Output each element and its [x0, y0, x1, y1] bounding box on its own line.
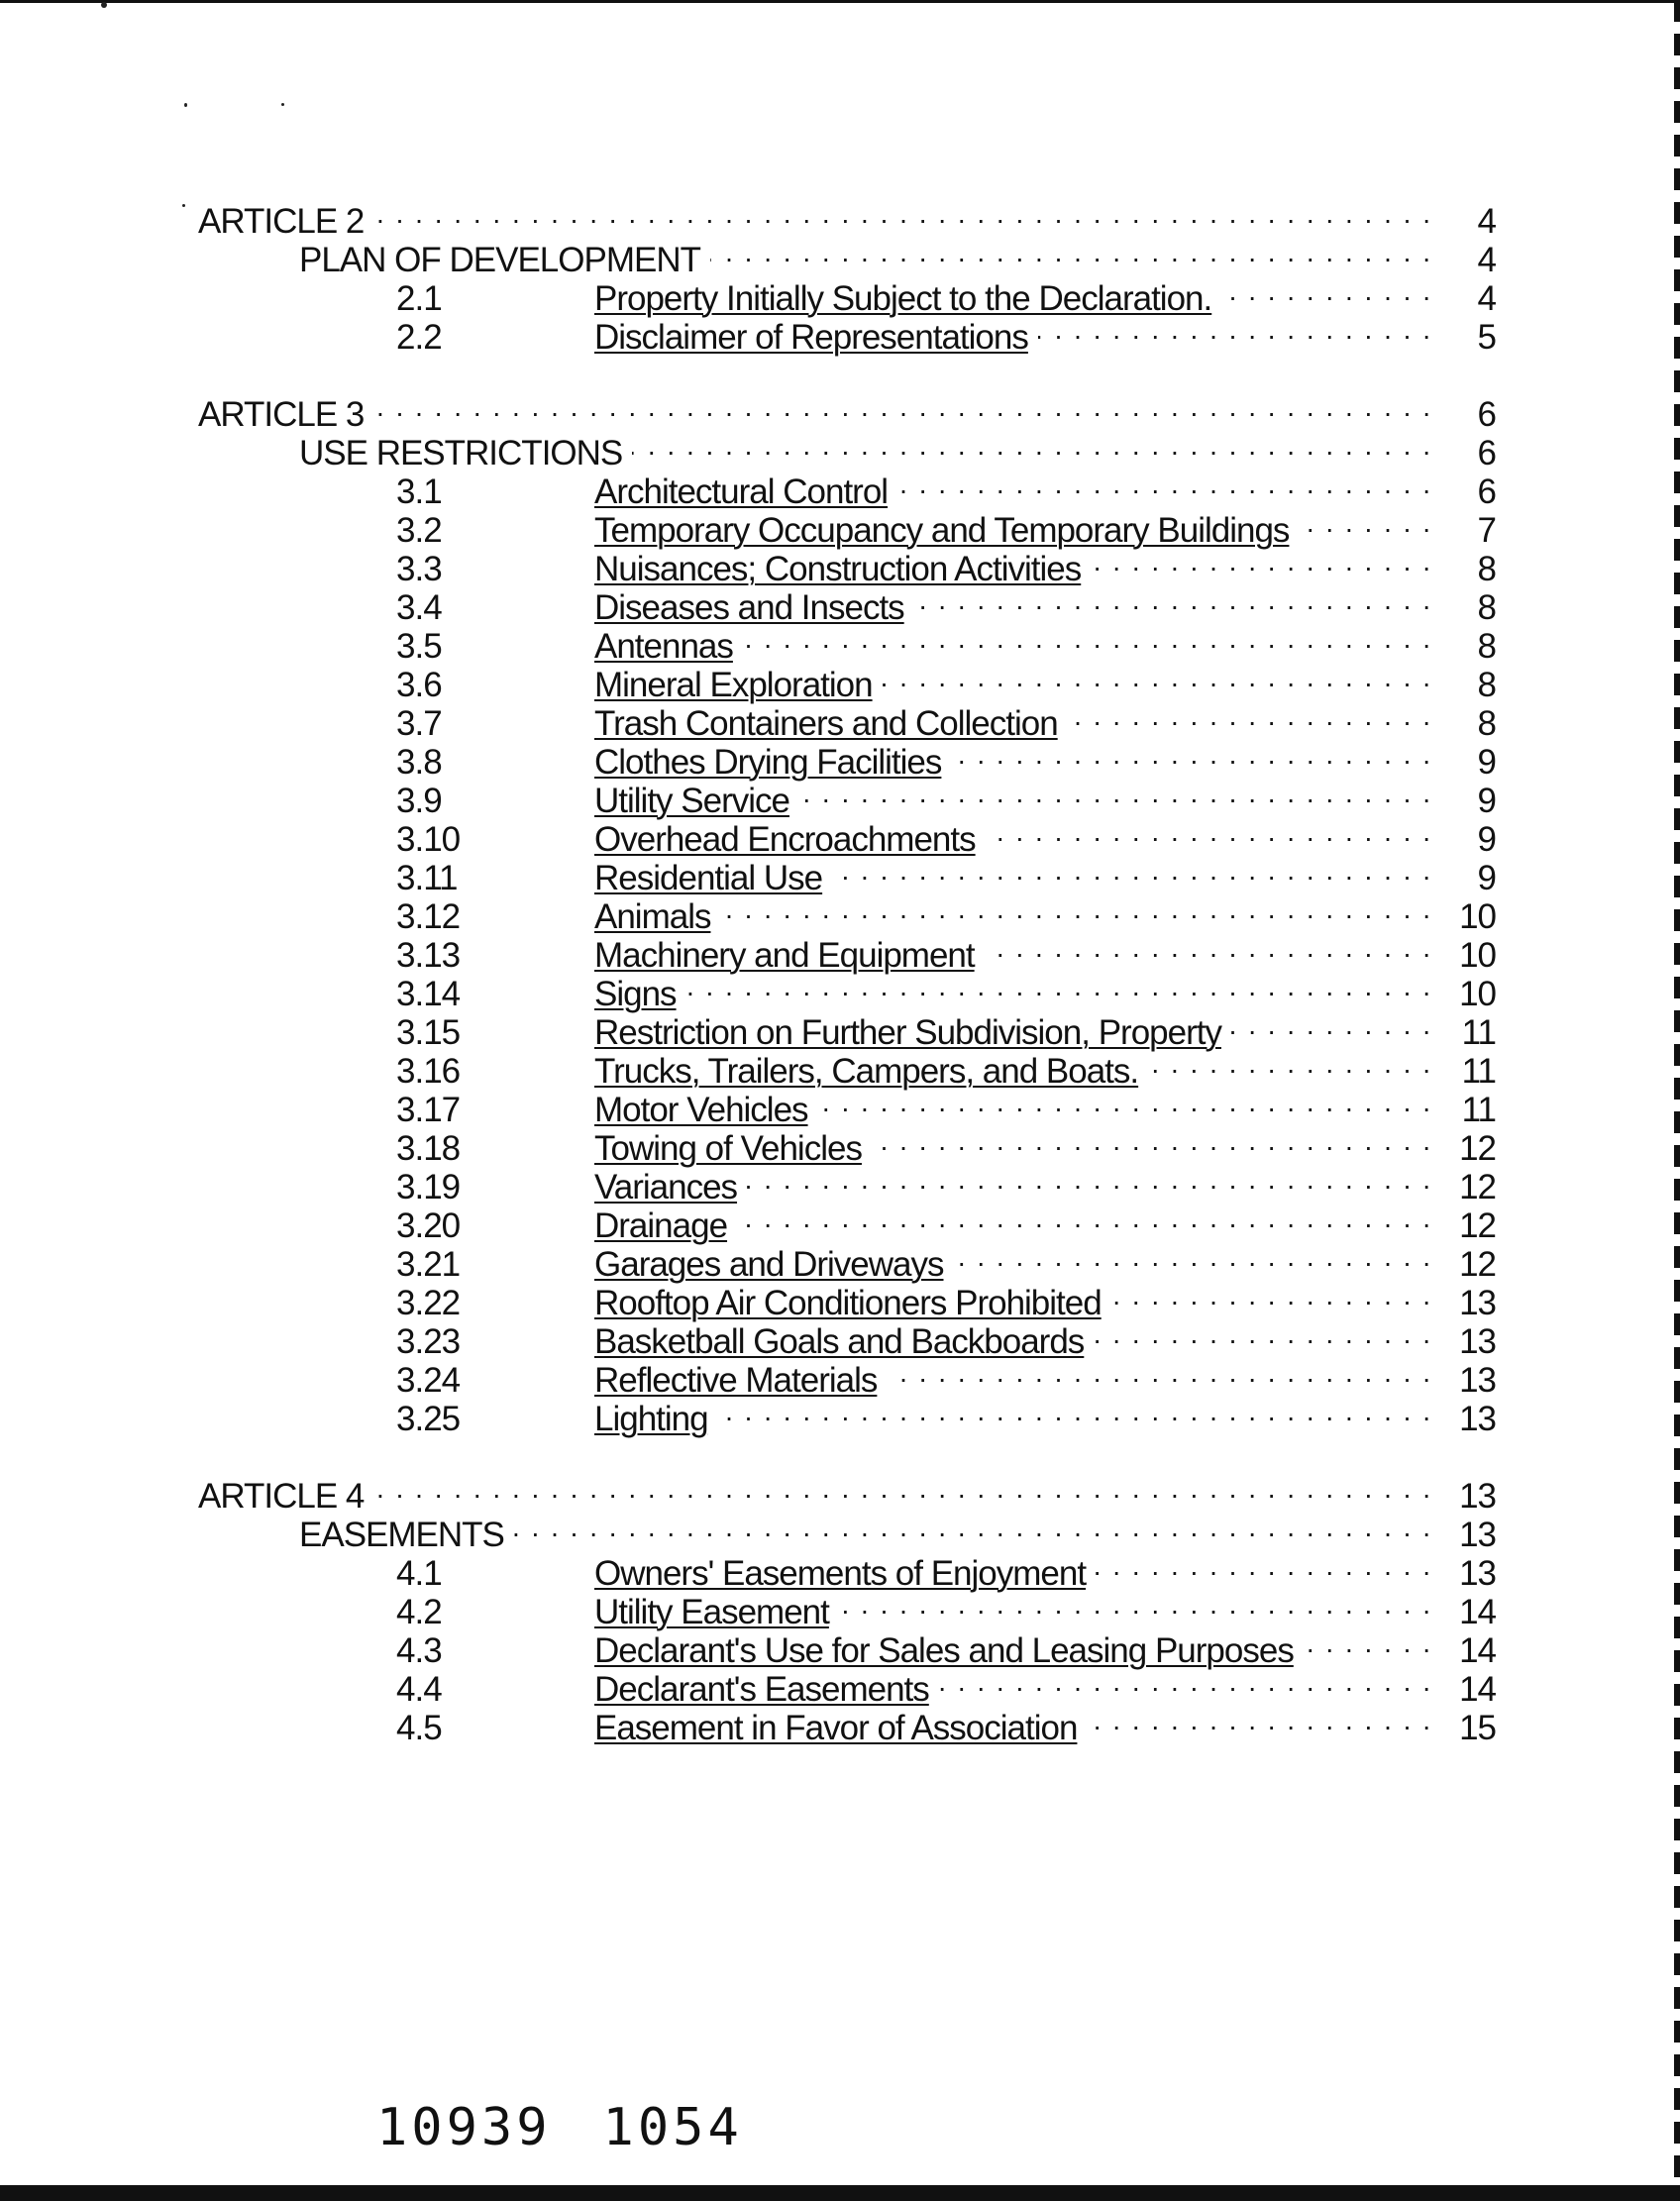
toc-item-row [198, 851, 1496, 897]
page-number: 9 [1477, 820, 1496, 859]
scan-speck [281, 103, 284, 106]
toc-item-row [198, 619, 1496, 666]
toc-item-number: 4.2 [396, 1593, 442, 1631]
page-number: 13 [1459, 1361, 1496, 1400]
page-number: 6 [1477, 434, 1496, 472]
toc-item-number: 3.10 [396, 820, 461, 859]
toc-item-title: Utility Easement [594, 1593, 829, 1631]
article-heading: EASEMENTS [299, 1516, 504, 1554]
toc-item-title: Restriction on Further Subdivision, Property [594, 1013, 1221, 1052]
toc-item-row [198, 503, 1496, 550]
page-number: 5 [1477, 318, 1496, 357]
toc-item-number: 3.24 [396, 1361, 461, 1400]
toc-item-row [198, 465, 1496, 511]
toc-item-title: Trash Containers and Collection [594, 704, 1058, 743]
dot-leader [954, 1237, 1433, 1276]
dot-leader [951, 735, 1432, 774]
toc-item-title: Declarant's Easements [594, 1670, 929, 1709]
toc-item-title: Towing of Vehicles [594, 1129, 862, 1168]
toc-item-title: Easement in Favor of Association [594, 1709, 1078, 1747]
dot-leader [686, 967, 1432, 1005]
toc-item-number: 3.23 [396, 1322, 461, 1361]
toc-item-row [198, 658, 1496, 704]
stamp-page: 1054 [602, 2098, 743, 2157]
toc-section [198, 387, 1496, 1438]
toc-item-number: 3.15 [396, 1013, 461, 1052]
toc-heading-row [198, 233, 1496, 279]
dot-leader [373, 387, 1432, 426]
toc-item-number: 4.3 [396, 1631, 442, 1670]
toc-item-title: Diseases and Insects [594, 588, 904, 627]
dot-leader [897, 465, 1432, 503]
toc-item-number: 3.3 [396, 550, 442, 588]
dot-leader [1091, 542, 1432, 580]
page-number: 14 [1459, 1670, 1496, 1709]
page-number: 8 [1477, 588, 1496, 627]
toc-item-title: Mineral Exploration [594, 666, 873, 704]
toc-item-title: Clothes Drying Facilities [594, 743, 942, 782]
page-number: 8 [1477, 666, 1496, 704]
page-number: 9 [1477, 859, 1496, 897]
dot-leader [832, 851, 1432, 890]
dot-leader [1221, 271, 1432, 310]
scan-speck [182, 204, 185, 207]
article-label: ARTICLE 3 [198, 395, 365, 434]
article-heading: PLAN OF DEVELOPMENT [299, 241, 700, 279]
toc-item-row [198, 1662, 1496, 1709]
toc-item-title: Residential Use [594, 859, 823, 897]
page-number: 4 [1477, 202, 1496, 241]
page-number: 10 [1459, 936, 1496, 975]
page-number: 10 [1459, 975, 1496, 1013]
scan-edge-bottom [0, 2185, 1680, 2201]
toc-item-number: 3.18 [396, 1129, 461, 1168]
toc-article-row [198, 387, 1496, 434]
table-of-contents [198, 194, 1496, 1778]
toc-article-row [198, 194, 1496, 241]
page-number: 12 [1459, 1168, 1496, 1206]
toc-heading-row [198, 426, 1496, 472]
toc-item-number: 3.1 [396, 472, 442, 511]
toc-item-number: 3.4 [396, 588, 442, 627]
dot-leader [514, 1508, 1432, 1546]
page-number: 13 [1459, 1516, 1496, 1554]
dot-leader [1231, 1005, 1432, 1044]
dot-leader [818, 1083, 1432, 1121]
toc-item-title: Signs [594, 975, 677, 1013]
dot-leader [747, 1160, 1432, 1199]
toc-item-row [198, 735, 1496, 782]
toc-item-title: Garages and Driveways [594, 1245, 944, 1284]
article-heading: USE RESTRICTIONS [299, 434, 623, 472]
page-number: 13 [1459, 1284, 1496, 1322]
toc-article-row [198, 1469, 1496, 1516]
toc-item-row [198, 812, 1496, 859]
page-number: 6 [1477, 472, 1496, 511]
toc-item-row [198, 1585, 1496, 1631]
toc-item-title: Nuisances; Construction Activities [594, 550, 1082, 588]
toc-item-title: Machinery and Equipment [594, 936, 975, 975]
toc-item-row [198, 1314, 1496, 1361]
toc-item-number: 3.25 [396, 1400, 461, 1438]
dot-leader [1304, 1624, 1432, 1662]
page-number: 11 [1461, 1013, 1496, 1052]
toc-item-number: 3.20 [396, 1206, 461, 1245]
recording-stamp [376, 2098, 794, 2157]
toc-item-row [198, 696, 1496, 743]
dot-leader [839, 1585, 1432, 1624]
toc-item-title: Antennas [594, 627, 733, 666]
toc-item-row [198, 1237, 1496, 1284]
toc-item-title: Motor Vehicles [594, 1091, 808, 1129]
toc-item-title: Declarant's Use for Sales and Leasing Purposes [594, 1631, 1294, 1670]
page-number: 10 [1459, 897, 1496, 936]
toc-item-number: 3.11 [396, 859, 458, 897]
page-number: 4 [1477, 279, 1496, 318]
toc-item-row [198, 1160, 1496, 1206]
toc-item-row [198, 1546, 1496, 1593]
dot-leader [1096, 1546, 1432, 1585]
toc-item-number: 3.7 [396, 704, 442, 743]
toc-item-row [198, 774, 1496, 820]
toc-item-number: 3.12 [396, 897, 461, 936]
toc-item-title: Disclaimer of Representations [594, 318, 1028, 357]
toc-item-row [198, 1276, 1496, 1322]
toc-item-row [198, 1353, 1496, 1400]
dot-leader [737, 1199, 1432, 1237]
scan-edge-top [0, 0, 1680, 3]
toc-item-row [198, 1392, 1496, 1438]
article-label: ARTICLE 4 [198, 1477, 365, 1516]
dot-leader [1299, 503, 1432, 542]
dot-leader [1068, 696, 1432, 735]
toc-item-number: 2.1 [396, 279, 442, 318]
toc-item-row [198, 1044, 1496, 1091]
page-number: 12 [1459, 1206, 1496, 1245]
toc-item-title: Overhead Encroachments [594, 820, 976, 859]
toc-item-row [198, 271, 1496, 318]
toc-section [198, 1469, 1496, 1747]
dot-leader [883, 658, 1432, 696]
toc-item-title: Owners' Easements of Enjoyment [594, 1554, 1087, 1593]
page-number: 4 [1477, 241, 1496, 279]
dot-leader [799, 774, 1432, 812]
toc-item-row [198, 580, 1496, 627]
toc-item-title: Rooftop Air Conditioners Prohibited [594, 1284, 1102, 1322]
scan-speck [101, 2, 107, 8]
toc-item-title: Utility Service [594, 782, 789, 820]
toc-item-number: 4.4 [396, 1670, 442, 1709]
toc-item-title: Variances [594, 1168, 738, 1206]
page-number: 7 [1477, 511, 1496, 550]
dot-leader [887, 1353, 1432, 1392]
dot-leader [373, 1469, 1432, 1508]
toc-item-title: Lighting [594, 1400, 708, 1438]
page-number: 8 [1477, 627, 1496, 666]
toc-item-number: 3.14 [396, 975, 461, 1013]
toc-section [198, 194, 1496, 357]
page-number: 12 [1459, 1129, 1496, 1168]
scan-edge-right [1674, 0, 1680, 2201]
toc-item-number: 4.5 [396, 1709, 442, 1747]
page-number: 9 [1477, 782, 1496, 820]
toc-item-number: 3.21 [396, 1245, 461, 1284]
page-number: 14 [1459, 1593, 1496, 1631]
page-number: 12 [1459, 1245, 1496, 1284]
dot-leader [720, 890, 1432, 928]
dot-leader [914, 580, 1432, 619]
dot-leader [743, 619, 1432, 658]
toc-item-row [198, 1701, 1496, 1747]
toc-item-row [198, 967, 1496, 1013]
page-number: 11 [1461, 1052, 1496, 1091]
toc-item-title: Animals [594, 897, 711, 936]
toc-item-number: 3.16 [396, 1052, 461, 1091]
dot-leader [986, 812, 1432, 851]
toc-item-title: Trucks, Trailers, Campers, and Boats. [594, 1052, 1139, 1091]
dot-leader [939, 1662, 1432, 1701]
toc-item-row [198, 890, 1496, 936]
dot-leader [1111, 1276, 1432, 1314]
toc-item-number: 3.19 [396, 1168, 461, 1206]
toc-item-number: 3.5 [396, 627, 442, 666]
page-number: 11 [1461, 1091, 1496, 1129]
dot-leader [1038, 310, 1432, 349]
page-number: 8 [1477, 704, 1496, 743]
toc-item-number: 3.22 [396, 1284, 461, 1322]
dot-leader [872, 1121, 1432, 1160]
page-number: 14 [1459, 1631, 1496, 1670]
toc-item-title: Basketball Goals and Backboards [594, 1322, 1085, 1361]
scan-speck [184, 103, 187, 107]
dot-leader [1148, 1044, 1432, 1083]
dot-leader [718, 1392, 1432, 1430]
toc-item-row [198, 542, 1496, 588]
toc-item-row [198, 928, 1496, 975]
toc-item-title: Temporary Occupancy and Temporary Buildings [594, 511, 1290, 550]
dot-leader [985, 928, 1432, 967]
page-number: 13 [1459, 1554, 1496, 1593]
toc-item-title: Architectural Control [594, 472, 889, 511]
toc-item-title: Reflective Materials [594, 1361, 878, 1400]
dot-leader [373, 194, 1432, 233]
page-number: 13 [1459, 1477, 1496, 1516]
page-number: 13 [1459, 1322, 1496, 1361]
toc-item-title: Drainage [594, 1206, 728, 1245]
page-number: 6 [1477, 395, 1496, 434]
toc-item-number: 2.2 [396, 318, 442, 357]
toc-item-row [198, 1199, 1496, 1245]
toc-item-number: 3.17 [396, 1091, 461, 1129]
toc-item-number: 3.9 [396, 782, 442, 820]
toc-item-number: 3.2 [396, 511, 442, 550]
toc-item-row [198, 310, 1496, 357]
toc-item-number: 4.1 [396, 1554, 442, 1593]
page-number: 8 [1477, 550, 1496, 588]
toc-item-title: Property Initially Subject to the Declaration. [594, 279, 1212, 318]
dot-leader [632, 426, 1432, 465]
toc-item-row [198, 1624, 1496, 1670]
toc-item-number: 3.6 [396, 666, 442, 704]
article-label: ARTICLE 2 [198, 202, 365, 241]
toc-item-row [198, 1005, 1496, 1052]
stamp-volume: 10939 [376, 2098, 552, 2157]
page-number: 15 [1459, 1709, 1496, 1747]
dot-leader [1094, 1314, 1432, 1353]
dot-leader [710, 233, 1432, 271]
page-number: 13 [1459, 1400, 1496, 1438]
toc-heading-row [198, 1508, 1496, 1554]
toc-item-number: 3.8 [396, 743, 442, 782]
toc-item-row [198, 1121, 1496, 1168]
dot-leader [1087, 1701, 1432, 1739]
toc-item-number: 3.13 [396, 936, 461, 975]
toc-item-row [198, 1083, 1496, 1129]
page-number: 9 [1477, 743, 1496, 782]
